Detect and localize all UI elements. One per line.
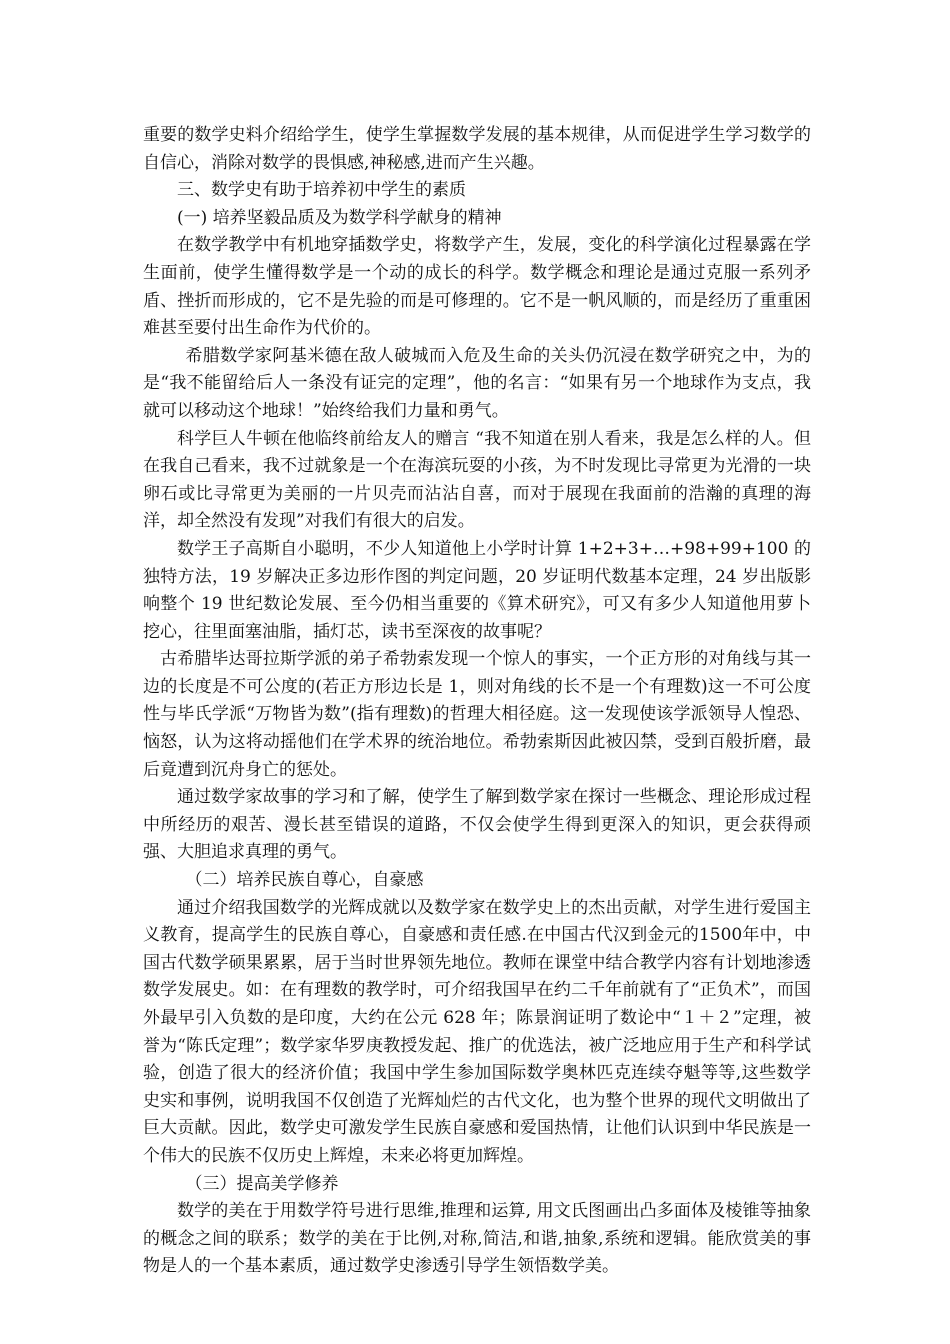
paragraph-pythagoreans: 古希腊毕达哥拉斯学派的弟子希勃索发现一个惊人的事实，一个正方形的对角线与其一边的长度是不可公度的(若正方形边长是 1，则对角线的长不是一个有理数)这一不可公度性与毕氏学派“万物皆为数”(指有理数)的哲理大相径庭。这一发现使该学派领导人惶恐、恼怒，认为这将动摇他们在学术界的统治地位。希勃索斯因此被囚禁，受到百般折磨，最后竟遭到沉舟身亡的惩处。: [143, 649, 811, 780]
paragraph-intro-continuation: 重要的数学史料介绍给学生，使学生掌握数学发展的基本规律，从而促进学生学习数学的自信心，消除对数学的畏惧感,神秘感,进而产生兴趣。: [143, 125, 811, 173]
paragraph-newton: 科学巨人牛顿在他临终前给友人的赠言 “我不知道在别人看来，我是怎么样的人。但在我自己看来，我不过就象是一个在海滨玩耍的小孩，为不时发现比寻常更为光滑的一块卵石或比寻常更为美丽的一片贝壳而沾沾自喜，而对于展现在我面前的浩瀚的真理的海洋，却全然没有发现”对我们有很大的启发。: [143, 428, 811, 532]
document-page: [143, 122, 811, 1281]
paragraph-gauss: 数学王子高斯自小聪明，不少人知道他上小学时计算 1+2+3+…+98+99+100 的独特方法，19 岁解决正多边形作图的判定问题，20 岁证明代数基本定理，24 岁出版影响整个 19 世纪数论发展、至今仍相当重要的《算术研究》，可又有多少人知道他用萝卜挖心，往里面塞油脂，插灯芯，读书至深夜的故事呢？: [143, 538, 811, 642]
subsection-heading-1: (一) 培养坚毅品质及为数学科学献身的精神: [177, 207, 502, 228]
paragraph-national-pride: 通过介绍我国数学的光辉成就以及数学家在数学史上的杰出贡献，对学生进行爱国主义教育，提高学生的民族自尊心，自豪感和责任感.在中国古代汉到金元的1500年中，中国古代数学硕果累累，居于当时世界领先地位。教师在课堂中结合教学内容有计划地渗透数学发展史。如：在有理数的教学时，可介绍我国早在约二千年前就有了“正负术”，而国外最早引入负数的是印度，大约在公元 628 年；陈景润证明了数论中“１＋２”定理，被誉为“陈氏定理”；数学家华罗庚教授发起、推广的优选法，被广泛地应用于生产和科学试验，创造了很大的经济价值；我国中学生参加国际数学奥林匹克连续夺魁等等,这些数学史实和事例，说明我国不仅创造了光辉灿烂的古代文化，也为整个世界的现代文明做出了巨大贡献。因此，数学史可激发学生民族自豪感和爱国热情，让他们认识到中华民族是一个伟大的民族不仅历史上辉煌，未来必将更加辉煌。: [143, 897, 811, 1166]
section-heading-3: 三、数学史有助于培养初中学生的素质: [177, 180, 466, 201]
paragraph-math-beauty: 数学的美在于用数学符号进行思维,推理和运算, 用文氏图画出凸多面体及棱锥等抽象的概念之间的联系；数学的美在于比例,对称,简洁,和谐,抽象,系统和逻辑。能欣赏美的事物是人的一个基本素质，通过数学史渗透引导学生领悟数学美。: [143, 1201, 811, 1277]
paragraph-mathematician-stories: 通过数学家故事的学习和了解，使学生了解到数学家在探讨一些概念、理论形成过程中所经历的艰苦、漫长甚至错误的道路，不仅会使学生得到更深入的知识，更会获得顽强、大胆追求真理的勇气。: [143, 787, 811, 863]
paragraph-archimedes: 希腊数学家阿基米德在敌人破城而入危及生命的关头仍沉浸在数学研究之中，为的是“我不能留给后人一条没有证完的定理”，他的名言：“如果有另一个地球作为支点，我就可以移动这个地球！”始终给我们力量和勇气。: [143, 345, 811, 421]
subsection-heading-3: （三）提高美学修养: [185, 1173, 339, 1194]
paragraph-math-history-teaching: 在数学教学中有机地穿插数学史，将数学产生，发展，变化的科学演化过程暴露在学生面前，使学生懂得数学是一个动的成长的科学。数学概念和理论是通过克服一系列矛盾、挫折而形成的，它不是先验的而是可修理的。它不是一帆风顺的，而是经历了重重困难甚至要付出生命作为代价的。: [143, 235, 811, 339]
subsection-heading-2: （二）培养民族自尊心，自豪感: [185, 870, 424, 891]
